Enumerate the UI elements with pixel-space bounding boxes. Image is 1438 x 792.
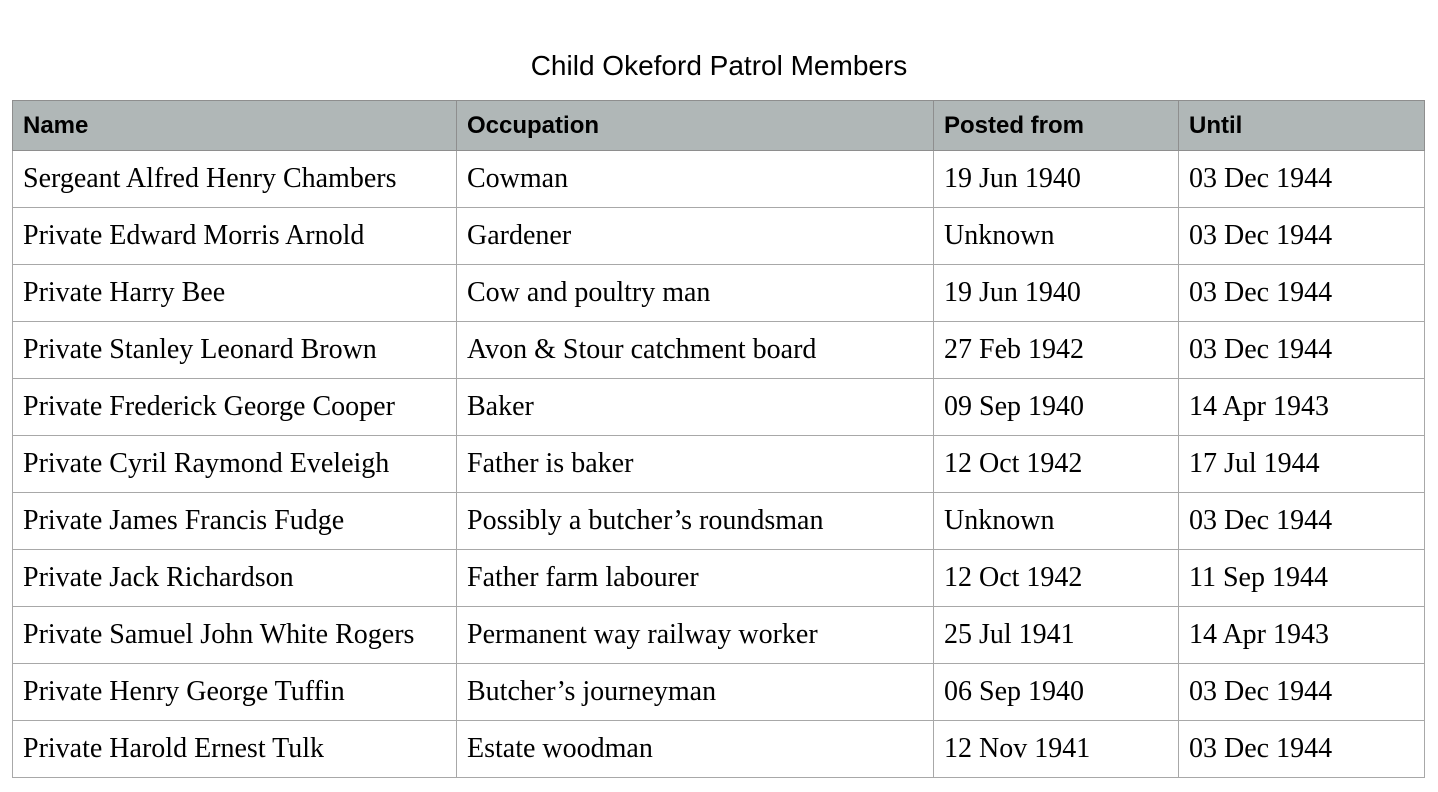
cell-posted-from: 12 Oct 1942 bbox=[934, 550, 1179, 607]
cell-name: Private Harold Ernest Tulk bbox=[13, 721, 457, 778]
table-row bbox=[13, 322, 1425, 379]
table-row bbox=[13, 436, 1425, 493]
cell-occupation: Possibly a butcher’s roundsman bbox=[457, 493, 934, 550]
column-header-posted-from: Posted from bbox=[934, 101, 1179, 151]
table-row bbox=[13, 493, 1425, 550]
cell-occupation: Avon & Stour catchment board bbox=[457, 322, 934, 379]
cell-name: Private Edward Morris Arnold bbox=[13, 208, 457, 265]
cell-until: 03 Dec 1944 bbox=[1179, 322, 1425, 379]
cell-posted-from: Unknown bbox=[934, 208, 1179, 265]
cell-posted-from: 12 Nov 1941 bbox=[934, 721, 1179, 778]
cell-until: 03 Dec 1944 bbox=[1179, 664, 1425, 721]
table-row bbox=[13, 664, 1425, 721]
cell-until: 14 Apr 1943 bbox=[1179, 607, 1425, 664]
cell-posted-from: 27 Feb 1942 bbox=[934, 322, 1179, 379]
table-row bbox=[13, 379, 1425, 436]
cell-posted-from: Unknown bbox=[934, 493, 1179, 550]
cell-occupation: Gardener bbox=[457, 208, 934, 265]
cell-name: Sergeant Alfred Henry Chambers bbox=[13, 151, 457, 208]
cell-until: 03 Dec 1944 bbox=[1179, 151, 1425, 208]
table-row bbox=[13, 721, 1425, 778]
cell-until: 03 Dec 1944 bbox=[1179, 265, 1425, 322]
cell-occupation: Estate woodman bbox=[457, 721, 934, 778]
cell-posted-from: 19 Jun 1940 bbox=[934, 265, 1179, 322]
table-body bbox=[13, 151, 1425, 778]
cell-until: 03 Dec 1944 bbox=[1179, 721, 1425, 778]
cell-name: Private Jack Richardson bbox=[13, 550, 457, 607]
cell-name: Private Frederick George Cooper bbox=[13, 379, 457, 436]
patrol-members-table bbox=[12, 100, 1425, 778]
cell-posted-from: 19 Jun 1940 bbox=[934, 151, 1179, 208]
cell-name: Private Stanley Leonard Brown bbox=[13, 322, 457, 379]
cell-until: 14 Apr 1943 bbox=[1179, 379, 1425, 436]
cell-name: Private Henry George Tuffin bbox=[13, 664, 457, 721]
cell-occupation: Butcher’s journeyman bbox=[457, 664, 934, 721]
cell-occupation: Permanent way railway worker bbox=[457, 607, 934, 664]
header-row bbox=[13, 101, 1425, 151]
cell-occupation: Cowman bbox=[457, 151, 934, 208]
cell-name: Private Harry Bee bbox=[13, 265, 457, 322]
cell-until: 17 Jul 1944 bbox=[1179, 436, 1425, 493]
table-row bbox=[13, 208, 1425, 265]
cell-occupation: Baker bbox=[457, 379, 934, 436]
cell-until: 03 Dec 1944 bbox=[1179, 208, 1425, 265]
table-row bbox=[13, 265, 1425, 322]
table-row bbox=[13, 151, 1425, 208]
cell-occupation: Father is baker bbox=[457, 436, 934, 493]
cell-until: 11 Sep 1944 bbox=[1179, 550, 1425, 607]
cell-posted-from: 25 Jul 1941 bbox=[934, 607, 1179, 664]
cell-posted-from: 12 Oct 1942 bbox=[934, 436, 1179, 493]
table-row bbox=[13, 607, 1425, 664]
cell-name: Private Samuel John White Rogers bbox=[13, 607, 457, 664]
column-header-name: Name bbox=[13, 101, 457, 151]
column-header-occupation: Occupation bbox=[457, 101, 934, 151]
cell-occupation: Father farm labourer bbox=[457, 550, 934, 607]
table-title: Child Okeford Patrol Members bbox=[530, 50, 908, 81]
table-row bbox=[13, 550, 1425, 607]
cell-posted-from: 06 Sep 1940 bbox=[934, 664, 1179, 721]
cell-name: Private Cyril Raymond Eveleigh bbox=[13, 436, 457, 493]
cell-posted-from: 09 Sep 1940 bbox=[934, 379, 1179, 436]
cell-name: Private James Francis Fudge bbox=[13, 493, 457, 550]
cell-occupation: Cow and poultry man bbox=[457, 265, 934, 322]
column-header-until: Until bbox=[1179, 101, 1425, 151]
cell-until: 03 Dec 1944 bbox=[1179, 493, 1425, 550]
